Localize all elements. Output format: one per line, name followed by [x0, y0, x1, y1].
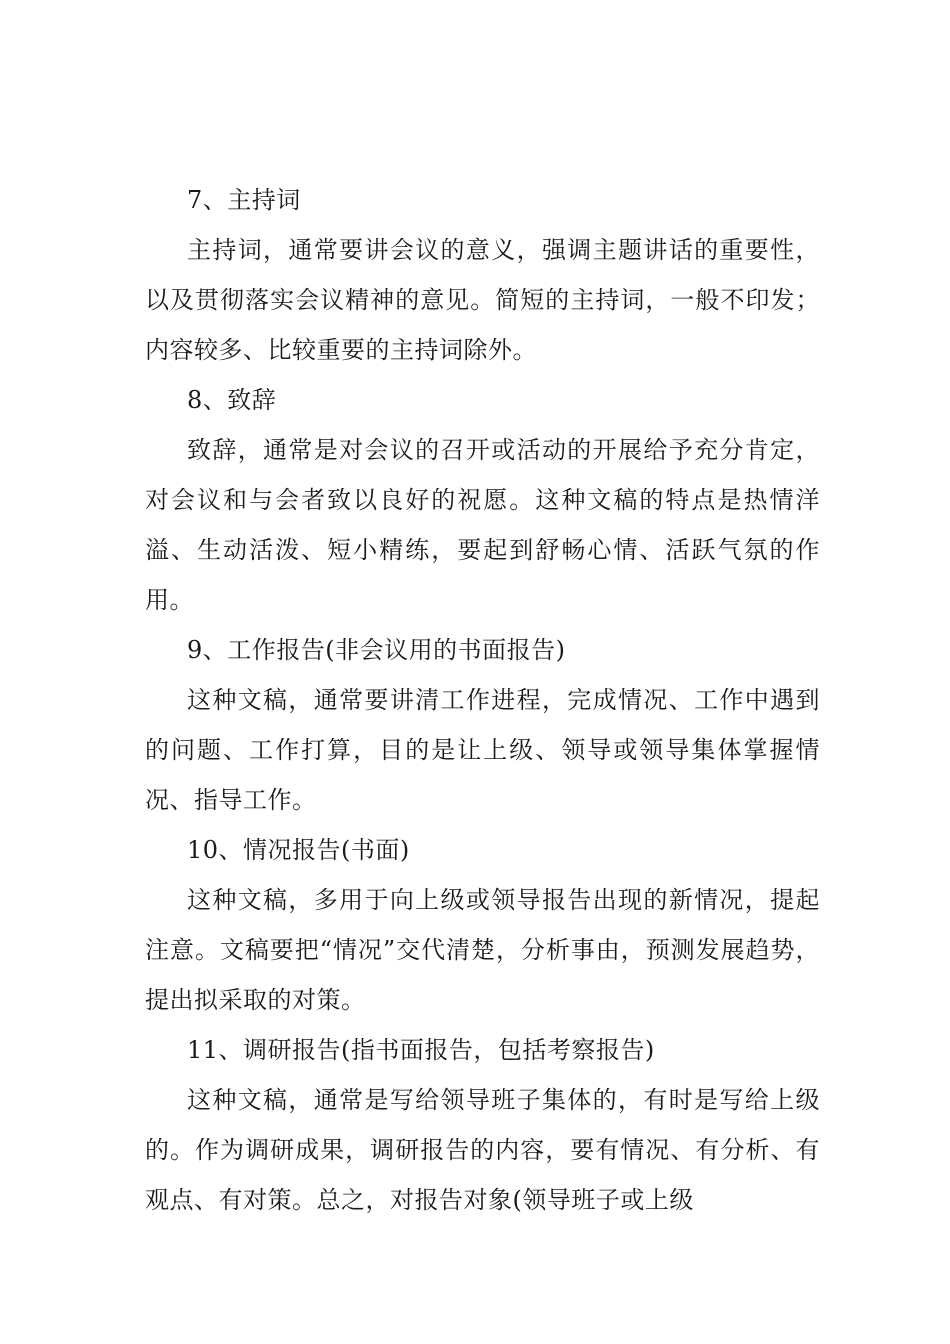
section-heading-8: 8、致辞: [187, 386, 277, 414]
section-paragraph-10: 这种文稿，多用于向上级或领导报告出现的新情况，提起注意。文稿要把“情况”交代清楚，分析事由，预测发展趋势，提出拟采取的对策。: [145, 886, 820, 1014]
section-paragraph-11: 这种文稿，通常是写给领导班子集体的，有时是写给上级的。作为调研成果，调研报告的内容，要有情况、有分析、有观点、有对策。总之，对报告对象(领导班子或上级: [145, 1086, 820, 1214]
document-body: [145, 175, 820, 1225]
section-paragraph-7: 主持词，通常要讲会议的意义，强调主题讲话的重要性，以及贯彻落实会议精神的意见。简短的主持词，一般不印发；内容较多、比较重要的主持词除外。: [145, 236, 820, 364]
section-heading-11: 11、调研报告(指书面报告，包括考察报告): [187, 1036, 655, 1064]
section-paragraph-8: 致辞，通常是对会议的召开或活动的开展给予充分肯定，对会议和与会者致以良好的祝愿。这种文稿的特点是热情洋溢、生动活泼、短小精练，要起到舒畅心情、活跃气氛的作用。: [145, 436, 820, 614]
section-heading-10: 10、情况报告(书面): [187, 836, 410, 864]
section-heading-9: 9、工作报告(非会议用的书面报告): [187, 636, 566, 664]
section-heading-7: 7、主持词: [187, 186, 301, 214]
section-paragraph-9: 这种文稿，通常要讲清工作进程，完成情况、工作中遇到的问题、工作打算，目的是让上级、领导或领导集体掌握情况、指导工作。: [145, 686, 820, 814]
